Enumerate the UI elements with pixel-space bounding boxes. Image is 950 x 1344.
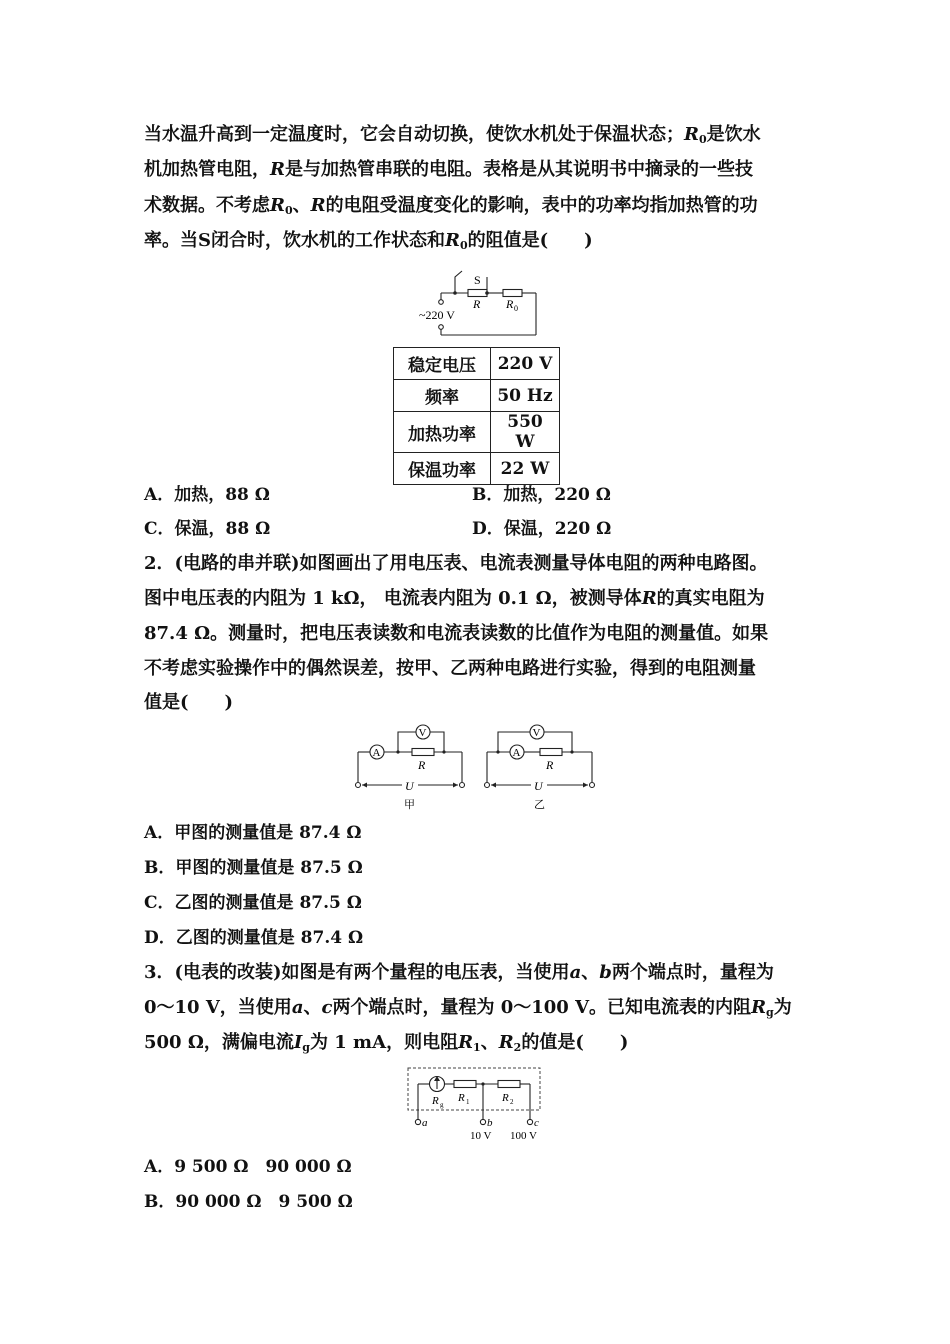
q1-circuit-diagram [415, 262, 545, 340]
q2-option-b[interactable]: B．甲图的测量值是 87.5 Ω [144, 858, 363, 878]
table-row: 频率 50 Hz [394, 380, 560, 412]
spec-table [393, 347, 560, 485]
q1-line-1: 当水温升高到一定温度时，它会自动切换，使饮水机处于保温状态；$R_0$是饮水 [144, 124, 761, 146]
svg-text:U: U [405, 779, 414, 793]
q2-option-c[interactable]: C．乙图的测量值是 87.5 Ω [144, 893, 362, 913]
table-row: 稳定电压 220 V [394, 348, 560, 380]
q1-option-d[interactable]: D．保温，220 Ω [472, 519, 612, 539]
svg-text:100 V: 100 V [510, 1130, 537, 1142]
svg-text:R: R [502, 1092, 509, 1104]
q2-option-d[interactable]: D．乙图的测量值是 87.4 Ω [144, 928, 364, 948]
table-row: 保温功率 22 W [394, 453, 560, 485]
voltmeter-icon: V [418, 727, 427, 739]
q2-circuit-diagrams [350, 720, 606, 812]
svg-text:R: R [546, 758, 554, 772]
voltmeter-icon: V [532, 727, 541, 739]
q3-line-3: 500 Ω，满偏电流$I_g$为 1 mA，则电阻$R_1$、$R_2$的值是( ) [144, 1032, 629, 1054]
q3-option-b[interactable]: B．90 000 Ω 9 500 Ω [144, 1192, 353, 1212]
svg-text:R: R [432, 1095, 439, 1107]
q1-option-c[interactable]: C．保温，88 Ω [144, 519, 271, 539]
table-row: 加热功率 550 W [394, 412, 560, 453]
r-label: R [473, 297, 481, 311]
q2-line-2: 图中电压表的内阻为 1 kΩ， 电流表内阻为 0.1 Ω，被测导体R的真实电阻为 [144, 588, 765, 609]
switch-label: S [474, 273, 481, 287]
q2-line-3: 87.4 Ω。测量时，把电压表读数和电流表读数的比值作为电阻的测量值。如果 [144, 623, 769, 644]
q3-line-2: 0～10 V，当使用a、c两个端点时，量程为 0～100 V。已知电流表的内阻$R_g$为 [144, 997, 792, 1019]
q1-line-3: 术数据。不考虑$R_0$、R的电阻受温度变化的影响，表中的功率均指加热管的功 [144, 195, 758, 217]
svg-text:R: R [418, 758, 426, 772]
r0-label: R [506, 297, 514, 311]
svg-text:b: b [487, 1117, 493, 1129]
q2-line-5: 值是( ) [144, 692, 234, 713]
q1-option-a[interactable]: A．加热，88 Ω [144, 485, 270, 505]
svg-text:1: 1 [466, 1098, 470, 1106]
svg-text:R: R [458, 1092, 465, 1104]
svg-text:g: g [440, 1101, 444, 1109]
svg-text:c: c [534, 1117, 539, 1129]
q1-option-b[interactable]: B．加热，220 Ω [472, 485, 611, 505]
svg-text:10 V: 10 V [470, 1130, 492, 1142]
svg-text:a: a [422, 1117, 428, 1129]
q2-line-1: 2．(电路的串并联)如图画出了用电压表、电流表测量导体电阻的两种电路图。 [144, 553, 768, 574]
q2-line-4: 不考虑实验操作中的偶然误差，按甲、乙两种电路进行实验，得到的电阻测量 [144, 658, 756, 679]
label-yi: 乙 [534, 799, 545, 811]
q3-circuit-diagram [404, 1064, 544, 1146]
ammeter-icon: A [512, 747, 521, 759]
q2-option-a[interactable]: A．甲图的测量值是 87.4 Ω [144, 823, 362, 843]
svg-text:U: U [534, 779, 543, 793]
q3-option-a[interactable]: A．9 500 Ω 90 000 Ω [144, 1157, 352, 1177]
q1-line-4: 率。当S闭合时，饮水机的工作状态和$R_0$的阻值是( ) [144, 230, 593, 252]
source-label: ~220 V [419, 308, 455, 322]
q1-line-2: 机加热管电阻，R是与加热管串联的电阻。表格是从其说明书中摘录的一些技 [144, 159, 753, 180]
label-jia: 甲 [404, 799, 415, 811]
svg-text:2: 2 [510, 1098, 514, 1106]
ammeter-icon: A [372, 747, 381, 759]
q3-line-1: 3．(电表的改装)如图是有两个量程的电压表，当使用a、b两个端点时，量程为 [144, 962, 774, 983]
svg-text:0: 0 [514, 304, 518, 313]
